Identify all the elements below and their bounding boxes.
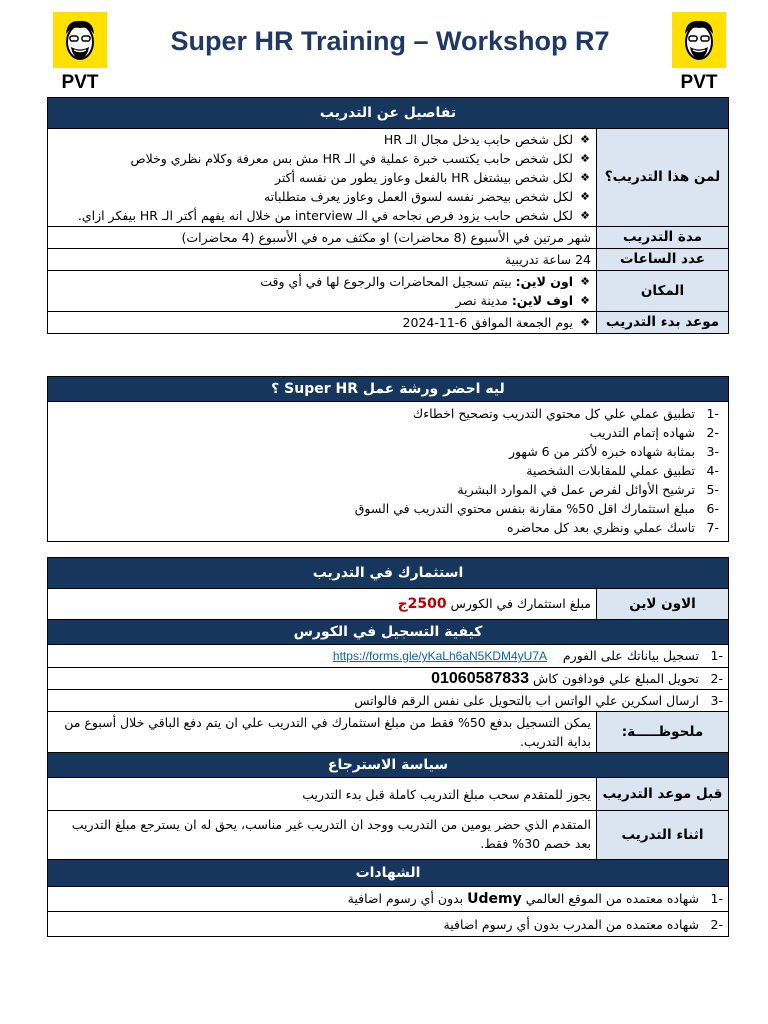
item-text: تطبيق عملي للمقابلات الشخصية — [526, 463, 695, 478]
price-cell — [48, 589, 597, 620]
item-number: -1 — [710, 648, 723, 663]
item-text: شهاده معتمده من الموقع العالمي — [521, 891, 699, 906]
pvt-logo-right — [672, 12, 726, 90]
item-text: تسجيل بياناتك على الفورم — [558, 648, 699, 663]
why-table — [47, 376, 729, 542]
item-text: بدون أي رسوم اضافية — [347, 891, 468, 906]
place-cell — [48, 271, 597, 312]
list-item — [53, 442, 723, 461]
refund-during-label: اثناء التدريب — [597, 811, 729, 860]
investment-heading: استثمارك في التدريب — [48, 558, 729, 589]
register-heading: كيفية التسجيل في الكورس — [48, 620, 729, 645]
item-number: -1 — [710, 891, 723, 906]
refund-during-text: المتقدم الذي حضر يومين من التدريب ووجد ان التدريب غير مناسب، يحق له ان يسترجع مبلغ التدريب بعد خصم 30% فقط. — [48, 811, 597, 860]
item-text: ترشيح الأوائل لفرص عمل في الموارد البشرية — [457, 482, 695, 497]
online-price-label: الاون لاين — [597, 589, 729, 620]
list-item — [53, 499, 723, 518]
list-item: ❖ لكل شخص حابب يدخل مجال الـ HR — [53, 130, 591, 149]
online-label: اون لاين: — [515, 274, 573, 289]
hours-value: 24 ساعة تدريبية — [48, 249, 597, 271]
refund-before-text: يجوز للمتقدم سحب مبلغ التدريب كاملة قبل بدء التدريب — [48, 778, 597, 811]
list-item — [53, 461, 723, 480]
duration-label: مدة التدريب — [597, 227, 729, 249]
audience-label: لمن هذا التدريب؟ — [597, 129, 729, 227]
item-text: تاسك عملي ونظري بعد كل محاضره — [507, 520, 695, 535]
register-step-3 — [48, 690, 729, 712]
certificates-heading: الشهادات — [48, 860, 729, 887]
logo-text: PVT — [61, 72, 99, 90]
list-item — [53, 423, 723, 442]
item-number: -2 — [710, 671, 723, 686]
item-text: تحويل المبلغ علي فودافون كاش — [528, 671, 699, 686]
item-number: -2 — [710, 916, 723, 932]
item-number: -3 — [706, 444, 719, 459]
start-label: موعد بدء التدريب — [597, 312, 729, 334]
register-step-1 — [48, 645, 729, 668]
offline-label: اوف لاين: — [511, 293, 573, 308]
list-item — [53, 518, 723, 537]
refund-before-label: قبل موعد التدريب — [597, 778, 729, 811]
item-text: مبلغ استثمارك اقل 50% مقارنة بنفس محتوي التدريب في السوق — [354, 501, 695, 516]
list-item: ❖ لكل شخص حابب يزود فرص نجاحه في الـ interview من خلال انه يفهم أكتر الـ HR بيفكر ازاي. — [53, 206, 591, 225]
item-number: -2 — [706, 425, 719, 440]
note-label: ملحوظـــــة: — [597, 712, 729, 753]
register-step-2 — [48, 668, 729, 690]
place-label: المكان — [597, 271, 729, 312]
list-item — [53, 272, 591, 291]
certificate-item-2 — [48, 912, 729, 937]
list-item — [53, 404, 723, 423]
price-value: 2500ج — [397, 596, 447, 612]
item-number: -1 — [706, 406, 719, 421]
audience-cell — [48, 129, 597, 227]
item-text: بمثابة شهاده خبره لأكثر من 6 شهور — [508, 444, 695, 459]
refund-heading: سياسة الاسترجاع — [48, 753, 729, 778]
item-number: -5 — [706, 482, 719, 497]
why-heading: ليه احضر ورشة عمل Super HR ؟ — [48, 377, 729, 402]
list-item — [53, 291, 591, 310]
list-item: ❖ لكل شخص بيحضر نفسه لسوق العمل وعاوز يعرف متطلباته — [53, 187, 591, 206]
pvt-logo-left — [53, 12, 107, 90]
certificate-item-1 — [48, 887, 729, 912]
investment-table — [47, 557, 729, 937]
details-table — [47, 97, 729, 334]
item-text: شهاده إتمام التدريب — [589, 425, 695, 440]
list-item: ❖ لكل شخص حابب يكتسب خبرة عملية في الـ HR مش بس معرفة وكلام نظري وخلاص — [53, 149, 591, 168]
item-text: ارسال اسكرين علي الواتس اب بالتحويل على نفس الرقم فالواتس — [354, 693, 699, 708]
item-text: تطبيق عملي علي كل محتوي التدريب وتصحيح اخطاءك — [412, 406, 695, 421]
item-text: شهاده معتمده من المدرب بدون أي رسوم اضافية — [443, 916, 699, 932]
page-title: Super HR Training – Workshop R7 — [170, 26, 610, 56]
why-cell — [48, 402, 729, 542]
start-value: ❖ يوم الجمعة الموافق 6-11-2024 — [53, 313, 591, 332]
logo-text: PVT — [680, 72, 718, 90]
price-text: مبلغ استثمارك في الكورس — [446, 596, 591, 611]
note-text: يمكن التسجيل بدفع 50% فقط من مبلغ استثمارك في التدريب علي ان يتم دفع الباقي خلال أسبوع من بداية التدريب. — [48, 712, 597, 753]
list-item: ❖ لكل شخص بيشتغل HR بالفعل وعاوز يطور من نفسه أكتر — [53, 168, 591, 187]
item-number: -4 — [706, 463, 719, 478]
details-heading: تفاصيل عن التدريب — [48, 98, 729, 129]
item-number: -6 — [706, 501, 719, 516]
form-link[interactable]: https://forms.gle/yKaLh6aN5KDM4yU7A — [332, 649, 548, 663]
list-item — [53, 480, 723, 499]
online-value: بيتم تسجيل المحاضرات والرجوع لها في أي وقت — [260, 274, 516, 289]
item-number: -3 — [710, 693, 723, 708]
item-number: -7 — [706, 520, 719, 535]
hours-label: عدد الساعات — [597, 249, 729, 271]
start-cell — [48, 312, 597, 334]
duration-value: شهر مرتين في الأسبوع (8 محاضرات) او مكثف مره في الأسبوع (4 محاضرات) — [48, 227, 597, 249]
phone-number: 01060587833 — [431, 670, 529, 687]
offline-value: مدينة نصر — [455, 293, 512, 308]
udemy-brand: Udemy — [467, 891, 522, 907]
